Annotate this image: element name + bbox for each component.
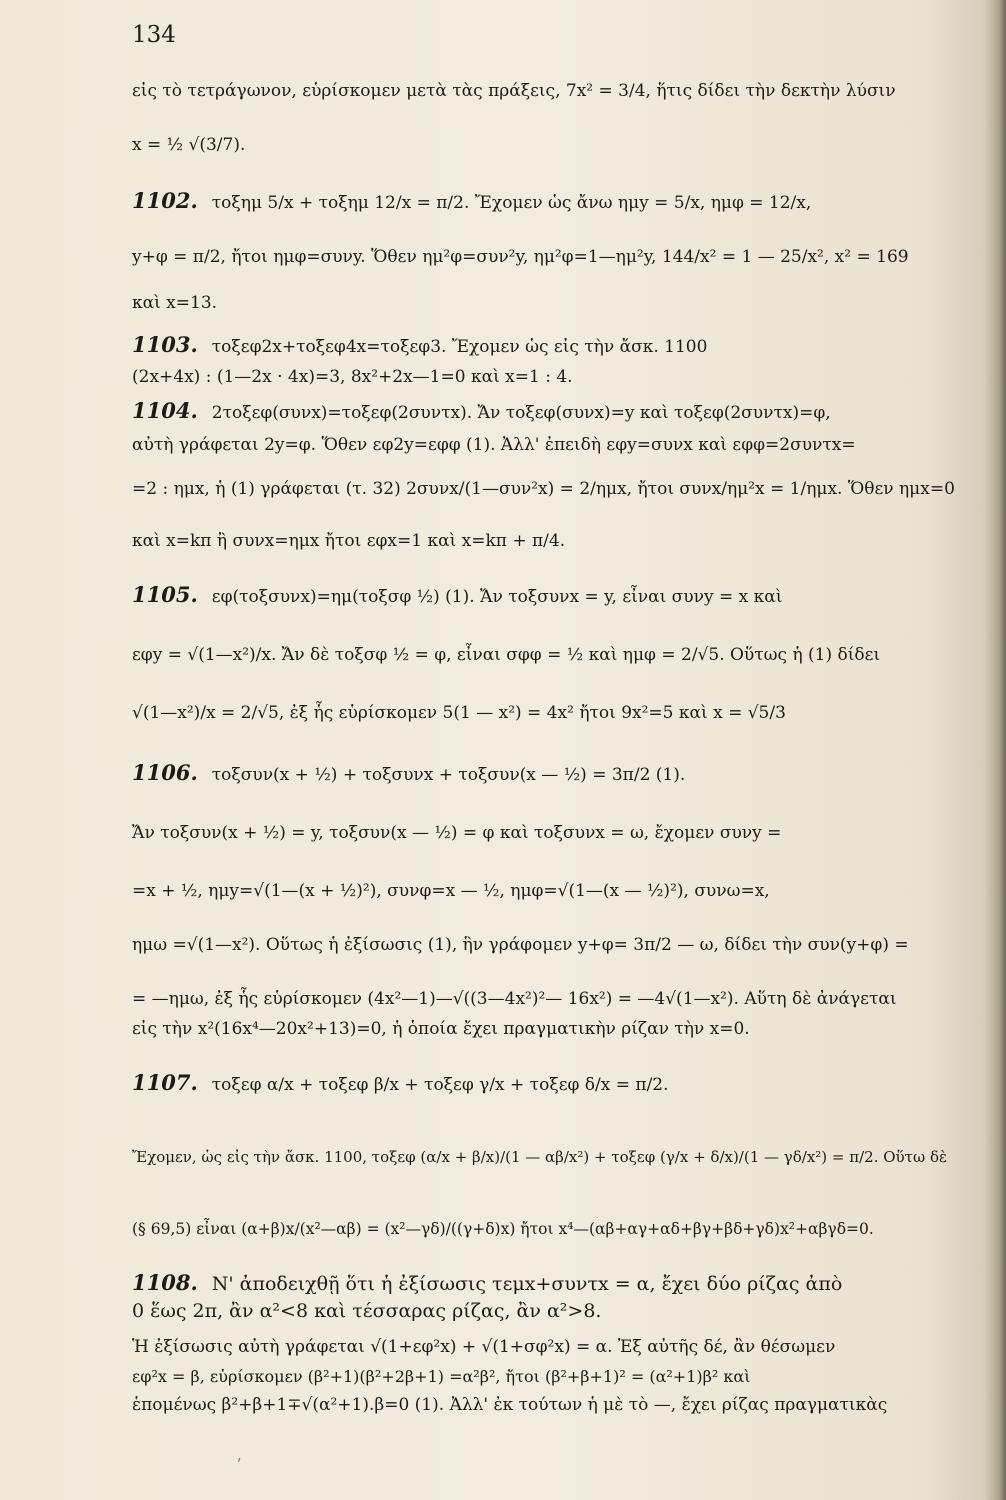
text-line: (§ 69,5) εἶναι (α+β)x/(x²—αβ) = (x²—γδ)/((γ+δ)x) ἤτοι x⁴—(αβ+αγ+αδ+βγ+βδ+γδ)x²+αβγδ=0. — [132, 1220, 874, 1238]
problem-number: 1104. — [132, 398, 198, 423]
text-line: καὶ x=13. — [132, 293, 218, 313]
text-line: Ἔχομεν, ὡς εἰς τὴν ἄσκ. 1100, τοξεφ (α/x + β/x)/(1 — αβ/x²) + τοξεφ (γ/x + δ/x)/(1 — γδ/x²) = π/2. Οὕτω δὲ — [132, 1148, 948, 1166]
text-line: 2τοξεφ(συνx)=τοξεφ(2συντx). Ἄν τοξεφ(συνx)=y καὶ τοξεφ(2συντx)=φ, — [211, 403, 831, 423]
problem-number: 1106. — [132, 760, 198, 785]
text-line: ημω =√(1—x²). Οὕτως ἡ ἐξίσωσις (1), ἣν γράφομεν y+φ= 3π/2 — ω, δίδει τὴν συν(y+φ) = — [132, 935, 909, 955]
text-line: Ἄν τοξσυν(x + ½) = y, τοξσυν(x — ½) = φ καὶ τοξσυνx = ω, ἔχομεν συνy = — [132, 823, 782, 843]
text-line: αὐτὴ γράφεται 2y=φ. Ὅθεν εφ2y=εφφ (1). Ἀλλ' ἐπειδὴ εφy=συνx καὶ εφφ=2συντx= — [132, 435, 856, 455]
text-line: Ἡ ἐξίσωσις αὐτὴ γράφεται √(1+εφ²x) + √(1+σφ²x) = α. Ἐξ αὐτῆς δέ, ἂν θέσωμεν — [132, 1337, 836, 1357]
problem-number: 1107. — [132, 1070, 198, 1095]
text-line: y+φ = π/2, ἤτοι ημφ=συνy. Ὅθεν ημ²φ=συν²y, ημ²φ=1—ημ²y, 144/x² = 1 — 25/x², x² = 169 — [132, 247, 909, 267]
problem-number: 1102. — [132, 188, 198, 213]
text-line: (2x+4x) : (1—2x · 4x)=3, 8x²+2x—1=0 καὶ x=1 : 4. — [132, 367, 573, 387]
text-line: τοξημ 5/x + τοξημ 12/x = π/2. Ἔχομεν ὡς ἄνω ημy = 5/x, ημφ = 12/x, — [211, 193, 812, 213]
problem-number: 1105. — [132, 582, 198, 607]
problem-number: 1103. — [132, 332, 198, 357]
problem-1106 — [132, 762, 685, 786]
page-number: 134 — [132, 22, 176, 48]
text-line: =x + ½, ημy=√(1—(x + ½)²), συνφ=x — ½, ημφ=√(1—(x — ½)²), συνω=x, — [132, 881, 770, 901]
problem-statement: Ν' ἀποδειχθῇ ὅτι ἡ ἐξίσωσις τεμx+συντx = α, ἔχει δύο ρίζας ἀπὸ — [211, 1273, 843, 1295]
text-line: εφ²x = β, εὑρίσκομεν (β²+1)(β²+2β+1) =α²β², ἤτοι (β²+β+1)² = (α²+1)β² καὶ — [132, 1367, 751, 1386]
text-line: x = ½ √(3/7). — [132, 135, 246, 155]
problem-number: 1108. — [132, 1270, 198, 1295]
text-line: τοξσυν(x + ½) + τοξσυνx + τοξσυν(x — ½) = 3π/2 (1). — [211, 765, 686, 785]
problem-1105 — [132, 584, 782, 608]
text-line: εἰς τὸ τετράγωνον, εὑρίσκομεν μετὰ τὰς πράξεις, 7x² = 3/4, ἥτις δίδει τὴν δεκτὴν λύσιν — [132, 81, 896, 101]
text-line: εἰς τὴν x²(16x⁴—20x²+13)=0, ἡ ὁποία ἔχει πραγματικὴν ρίζαν τὴν x=0. — [132, 1019, 750, 1039]
problem-1102 — [132, 190, 811, 214]
text-line: = —ημω, ἐξ ἧς εὑρίσκομεν (4x²—1)—√((3—4x²)²— 16x²) = —4√(1—x²). Αὕτη δὲ ἀνάγεται — [132, 989, 897, 1009]
problem-1108 — [132, 1272, 842, 1296]
problem-statement: 0 ἕως 2π, ἂν α²<8 καὶ τέσσαρας ρίζας, ἂν α²>8. — [132, 1300, 602, 1322]
problem-1107 — [132, 1072, 669, 1096]
text-line: τοξεφ2x+τοξεφ4x=τοξεφ3. Ἔχομεν ὡς εἰς τὴν ἄσκ. 1100 — [211, 337, 708, 357]
page-edge-shadow — [984, 0, 1006, 1500]
text-line: καὶ x=kπ ἢ συνx=ημx ἤτοι εφx=1 καὶ x=kπ + π/4. — [132, 531, 566, 551]
text-line: =2 : ημx, ἡ (1) γράφεται (τ. 32) 2συνx/(1—συν²x) = 2/ημx, ἤτοι συνx/ημ²x = 1/ημx. Ὅθεν ημx=0 — [132, 479, 955, 499]
text-line: τοξεφ α/x + τοξεφ β/x + τοξεφ γ/x + τοξεφ δ/x = π/2. — [211, 1075, 669, 1095]
ink-mark: ʼ — [236, 1455, 242, 1474]
text-line: √(1—x²)/x = 2/√5, ἐξ ἧς εὑρίσκομεν 5(1 — x²) = 4x² ἤτοι 9x²=5 καὶ x = √5/3 — [132, 703, 786, 723]
text-line: εφ(τοξσυνx)=ημ(τοξσφ ½) (1). Ἄν τοξσυνx = y, εἶναι συνy = x καὶ — [211, 587, 783, 607]
text-line: εφy = √(1—x²)/x. Ἄν δὲ τοξσφ ½ = φ, εἶναι σφφ = ½ καὶ ημφ = 2/√5. Οὕτως ἡ (1) δίδει — [132, 645, 881, 665]
problem-1103 — [132, 334, 707, 358]
problem-1104 — [132, 400, 831, 424]
text-line: ἑπομένως β²+β+1∓√(α²+1).β=0 (1). Ἀλλ' ἐκ τούτων ἡ μὲ τὸ —, ἔχει ρίζας πραγματικὰς — [132, 1395, 888, 1415]
